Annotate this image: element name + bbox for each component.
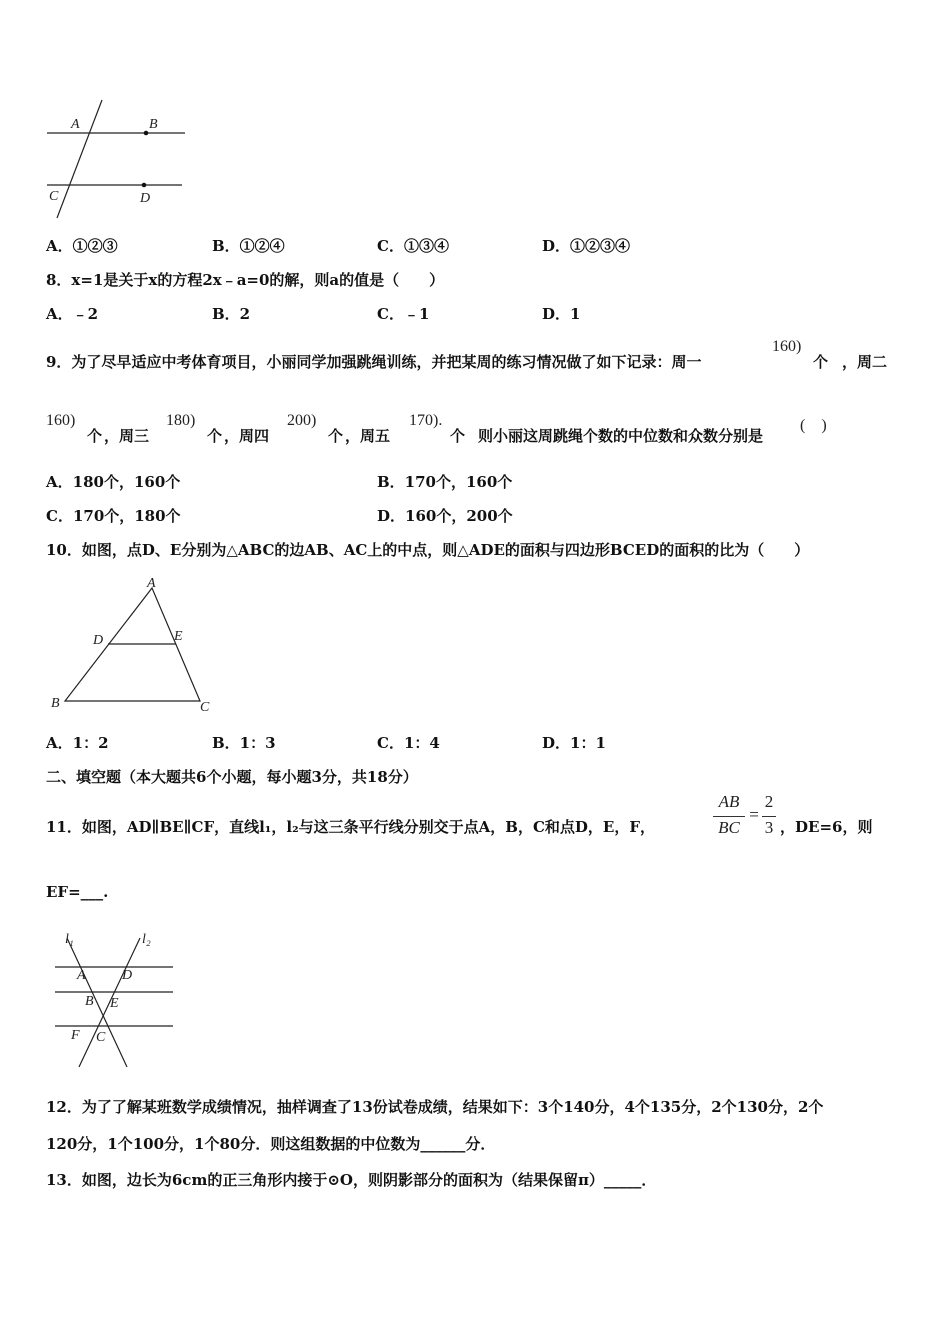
q8-option-a: A．﹣2 xyxy=(46,305,99,323)
q11-stem: 11．如图，AD∥BE∥CF，直线l₁，l₂与这三条平行线分别交于点A，B，C和点D，E，F， xyxy=(46,818,655,836)
label-l2: l₂ xyxy=(142,932,151,947)
label-b: B xyxy=(51,696,60,711)
q10-figure xyxy=(40,570,230,720)
q9-tue-value: 160) xyxy=(46,412,76,429)
q9-fri-unit: 个 xyxy=(450,427,466,445)
q9-sep-wed: ，周三 xyxy=(104,427,150,445)
q11-equals: = xyxy=(749,805,759,824)
q11-figure xyxy=(45,925,185,1073)
section2-title: 二、填空题（本大题共6个小题，每小题3分，共18分） xyxy=(46,768,418,786)
q7-option-c: C．①③④ xyxy=(377,237,449,255)
label-l1: l₁ xyxy=(65,932,74,947)
q12-line2: 120分，1个100分，1个80分．则这组数据的中位数为______分． xyxy=(46,1135,496,1153)
label-a: A xyxy=(71,117,80,132)
q8-option-d: D．1 xyxy=(542,305,581,323)
q9-thu-value: 200) xyxy=(287,412,317,429)
q11-frac-num: AB xyxy=(718,792,740,811)
label-d: D xyxy=(140,191,151,206)
q7-figure xyxy=(40,95,195,225)
q8-stem: 8．x=1是关于x的方程2x﹣a=0的解，则a的值是（ ） xyxy=(46,271,445,289)
label-c: C xyxy=(200,700,210,715)
q10-option-a: A．1：2 xyxy=(46,734,109,752)
label-b: B xyxy=(149,117,158,132)
q13-stem: 13．如图，边长为6cm的正三角形内接于⊙O，则阴影部分的面积为（结果保留π）_____． xyxy=(46,1171,657,1189)
q9-wed-unit: 个 xyxy=(207,427,223,445)
q11-rhs-line xyxy=(762,816,776,817)
q8-option-c: C．﹣1 xyxy=(377,305,430,323)
label-d: D xyxy=(93,633,104,648)
q8-option-b: B．2 xyxy=(212,305,251,323)
q9-sep-tue: ，周二 xyxy=(842,353,888,371)
q11-frac-line xyxy=(713,816,745,817)
label-e: E xyxy=(174,629,183,644)
label-c: C xyxy=(96,1030,106,1045)
q9-wed-value: 180) xyxy=(166,412,196,429)
label-f: F xyxy=(71,1028,80,1043)
q11-tail: ，DE=6，则 xyxy=(780,818,873,836)
q11-frac-den: BC xyxy=(718,818,740,837)
q10-option-d: D．1：1 xyxy=(542,734,606,752)
q9-tail: 则小丽这周跳绳个数的中位数和众数分别是 xyxy=(478,427,764,445)
point-b xyxy=(144,131,149,136)
q10-option-b: B．1：3 xyxy=(212,734,276,752)
q9-answer-paren: ( ) xyxy=(800,417,827,434)
label-e: E xyxy=(110,996,119,1011)
q11-line2: EF=___. xyxy=(46,883,109,901)
q9-mon-unit: 个 xyxy=(813,353,829,371)
q7-option-a: A．①②③ xyxy=(46,237,118,255)
q9-tue-unit: 个 xyxy=(87,427,103,445)
q9-line1: 9．为了尽早适应中考体育项目，小丽同学加强跳绳训练，并把某周的练习情况做了如下记录：周一 xyxy=(46,353,702,371)
q9-thu-unit: 个 xyxy=(328,427,344,445)
q10-option-c: C．1：4 xyxy=(377,734,440,752)
q9-mon-value: 160) xyxy=(772,338,802,355)
label-a: A xyxy=(147,576,156,591)
q9-sep-fri: ，周五 xyxy=(345,427,391,445)
q9-option-b: B．170个，160个 xyxy=(377,473,513,491)
q10-stem: 10．如图，点D、E分别为△ABC的边AB、AC上的中点，则△ADE的面积与四边形BCED的面积的比为（ ） xyxy=(46,541,810,559)
q7-option-d: D．①②③④ xyxy=(542,237,631,255)
q9-option-c: C．170个，180个 xyxy=(46,507,181,525)
q9-sep-thu: ，周四 xyxy=(224,427,270,445)
q12-line1: 12．为了了解某班数学成绩情况，抽样调查了13份试卷成绩，结果如下：3个140分，4个135分，2个130分，2个 xyxy=(46,1098,824,1116)
q11-rhs-den: 3 xyxy=(764,818,774,837)
label-d: D xyxy=(122,968,133,983)
q7-option-b: B．①②④ xyxy=(212,237,285,255)
point-d xyxy=(142,183,147,188)
q9-fri-value: 170). xyxy=(409,412,443,429)
label-a: A xyxy=(77,968,86,983)
q11-rhs-num: 2 xyxy=(764,792,774,811)
q9-option-d: D．160个，200个 xyxy=(377,507,513,525)
label-c: C xyxy=(49,189,59,204)
q9-option-a: A．180个，160个 xyxy=(46,473,181,491)
label-b: B xyxy=(85,994,94,1009)
